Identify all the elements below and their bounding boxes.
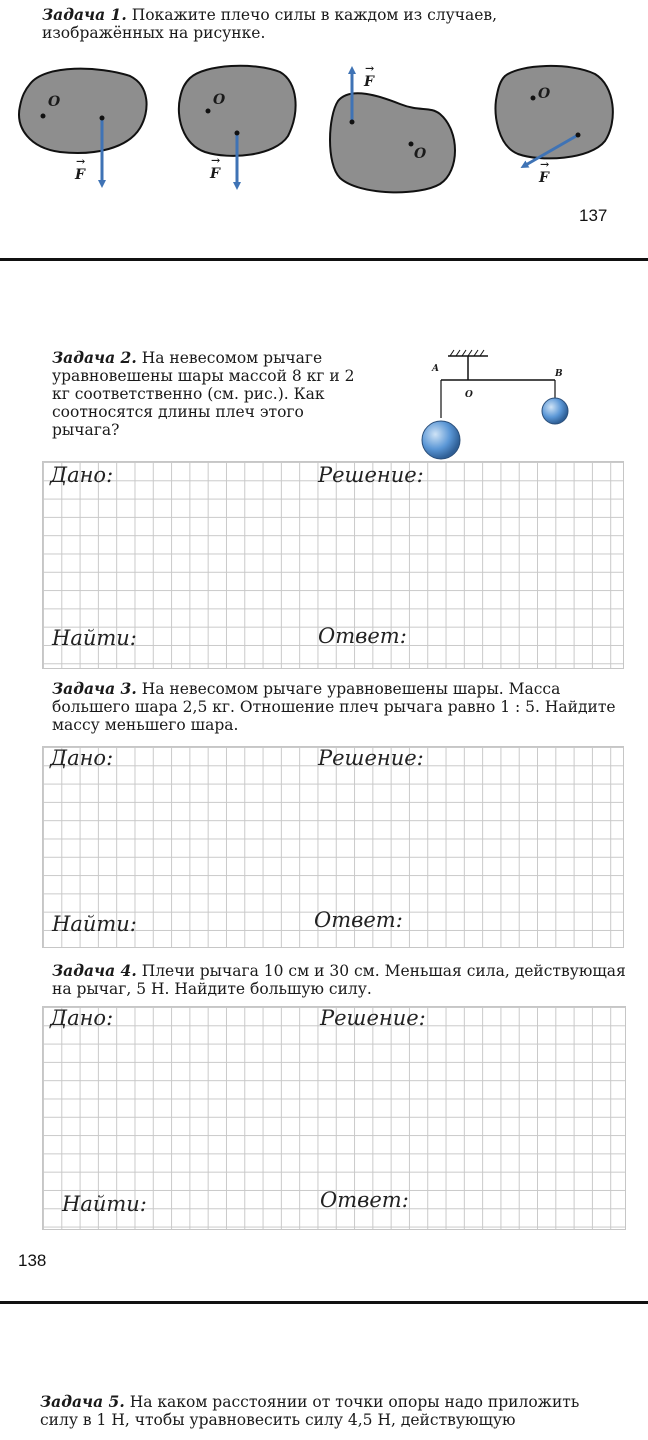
lever-label-a: A [432,364,439,374]
task-5 [40,1393,622,1440]
task-4 [52,962,632,998]
find-label-task-4: Найти: [62,1192,147,1216]
task-3-text: На невесомом рычаге уравновешены шары. Масса большего шара 2,5 кг. Отношение плеч рычага равно 1 : 5. Найдите массу меньшего шара. [52,680,616,734]
task-1-text: Покажите плечо силы в каждом из случаев, изображённых на рисунке. [42,6,498,42]
force-label-2: F [210,166,220,182]
point-o-label-4: O [538,86,551,102]
point-o-label-2: O [213,92,226,108]
point-o-label-1: O [48,94,61,110]
answer-label-task-3: Ответ: [314,908,403,932]
vector-arrow-2: → [211,154,221,167]
lever-label-b: B [555,369,563,379]
answer-label-task-2: Ответ: [318,624,407,648]
given-label-task-3: Дано: [50,746,114,770]
small-ball [542,398,568,424]
task-5-title: Задача 5. [40,1393,125,1411]
vector-arrow-3: → [365,62,375,75]
task-1-figure [0,56,648,196]
task-2-text: На невесомом рычаге уравновешены шары массой 8 кг и 2 кг соответственно (см. рис.). Как соотносятся длины плеч этого рычага? [52,349,355,439]
page-number-138: 138 [18,1251,47,1270]
given-label-task-2: Дано: [50,463,114,487]
task-3-title: Задача 3. [52,679,137,698]
force-label-1: F [75,167,85,183]
page-divider-2 [0,1301,648,1304]
vector-arrow-4: → [540,158,550,171]
force-label-4: F [539,170,549,186]
page-number-137: 137 [579,206,608,225]
body-4 [496,66,613,166]
task-1-title: Задача 1. [42,5,127,24]
task-2 [52,349,370,439]
body-3 [330,70,455,192]
answer-label-task-4: Ответ: [320,1188,409,1212]
task-2-title: Задача 2. [52,348,137,367]
task-4-title: Задача 4. [52,961,137,980]
page-divider-1 [0,258,648,261]
vector-arrow-1: → [76,155,86,168]
lever-figure [420,348,580,463]
task-5-text: На каком расстоянии от точки опоры надо приложить силу в 1 Н, чтобы уравновесить силу 4,5 Н, действующую [40,1393,580,1429]
lever-label-o: O [465,390,473,400]
body-2 [179,66,296,186]
task-3 [52,680,632,734]
big-ball [422,421,460,459]
solution-label-task-3: Решение: [318,746,424,770]
task-4-text: Плечи рычага 10 см и 30 см. Меньшая сила, действующая на рычаг, 5 Н. Найдите большую силу. [52,962,626,998]
solution-label-task-2: Решение: [318,463,424,487]
force-label-3: F [364,74,374,90]
task-1 [42,6,622,42]
find-label-task-3: Найти: [52,912,137,936]
solution-label-task-4: Решение: [320,1006,426,1030]
given-label-task-4: Дано: [50,1006,114,1030]
find-label-task-2: Найти: [52,626,137,650]
point-o-label-3: O [414,146,427,162]
